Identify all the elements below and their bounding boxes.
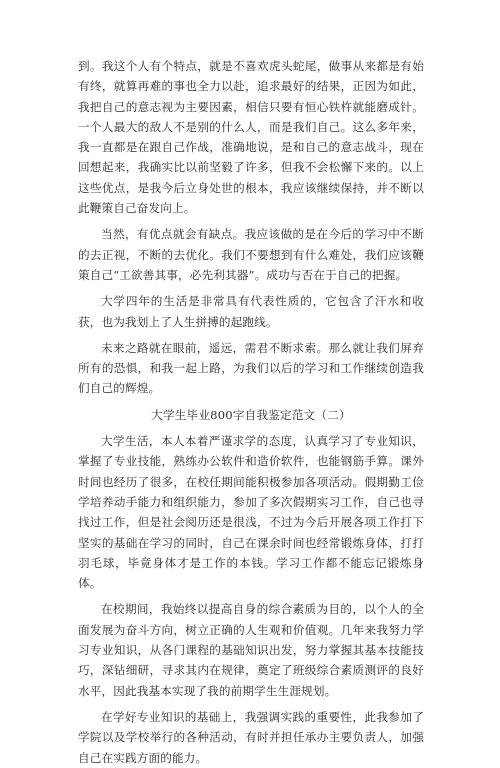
paragraph: 未来之路就在眼前，遥远，需君不断求索。那么就让我们屏弃所有的恐惧，和我一起上路，为我们以后的学习和工作继续创造我们自己的辉煌。: [78, 340, 424, 396]
paragraph: 当然，有优点就会有缺点。我应该做的是在今后的学习中不断的去正视，不断的去优化。我们不要想到有什么难处，我们应该鞭策自己“工欲善其事，必先利其器”。成功与否在于自己的把握。: [78, 227, 424, 282]
section-heading: 大学生毕业800字自我鉴定范文（二）: [151, 407, 351, 422]
paragraph: 在校期间，我始终以提高自身的综合素质为目的，以个人的全面发展为奋斗方向，树立正确的人生观和价值观。几年来我努力学习专业知识，从各门课程的基础知识出发，努力掌握其基本技能技巧，深钻细研，寻求其内在规律，奠定了班级综合素质测评的良好水平，因此我基本实现了我的前期学生生涯规划。: [78, 602, 424, 698]
paragraph: 大学四年的生活是非常具有代表性质的，它包含了汗水和收获，也为我划上了人生拼搏的起跑线。: [78, 294, 424, 329]
paragraph: 大学生活，本人本着严谨求学的态度，认真学习了专业知识，掌握了专业技能，熟练办公软件和造价软件，也能钢筋手算。课外时间也经历了很多，在校任期间能积极参加各项活动。假期勤工俭学培养动手能力和组织能力，参加了多次假期实习工作，自己也寻找过工作，但是社会阅历还是很浅，不过为今后开展各项工作打下坚实的基础在学习的同时，自己在课余时间也经常锻炼身体，打打羽毛球，毕竟身体才是工作的本钱。学习工作都不能忘记锻炼身体。: [78, 434, 424, 591]
paragraph: 在学好专业知识的基础上，我强调实践的重要性，此我参加了学院以及学校举行的各种活动，有时并担任承办主要负责人，加强自己在实践方面的能力。: [78, 709, 424, 765]
paragraph: 到。我这个人有个特点，就是不喜欢虎头蛇尾，做事从来都是有始有终，就算再难的事也全力以赴，追求最好的结果，正因为如此，我把自己的意志视为主要因素，相信只要有恒心铁杵就能磨成针。一个人最大的敌人不是别的什么人，而是我们自己。这么多年来，我一直都是在跟自己作战，准确地说，是和自己的意志战斗，现在回想起来，我确实比以前坚毅了许多，但我不会松懈下来的。以上这些优点，是我今后立身处世的根本，我应该继续保持，并不断以此鞭策自己奋发向上。: [78, 59, 424, 216]
